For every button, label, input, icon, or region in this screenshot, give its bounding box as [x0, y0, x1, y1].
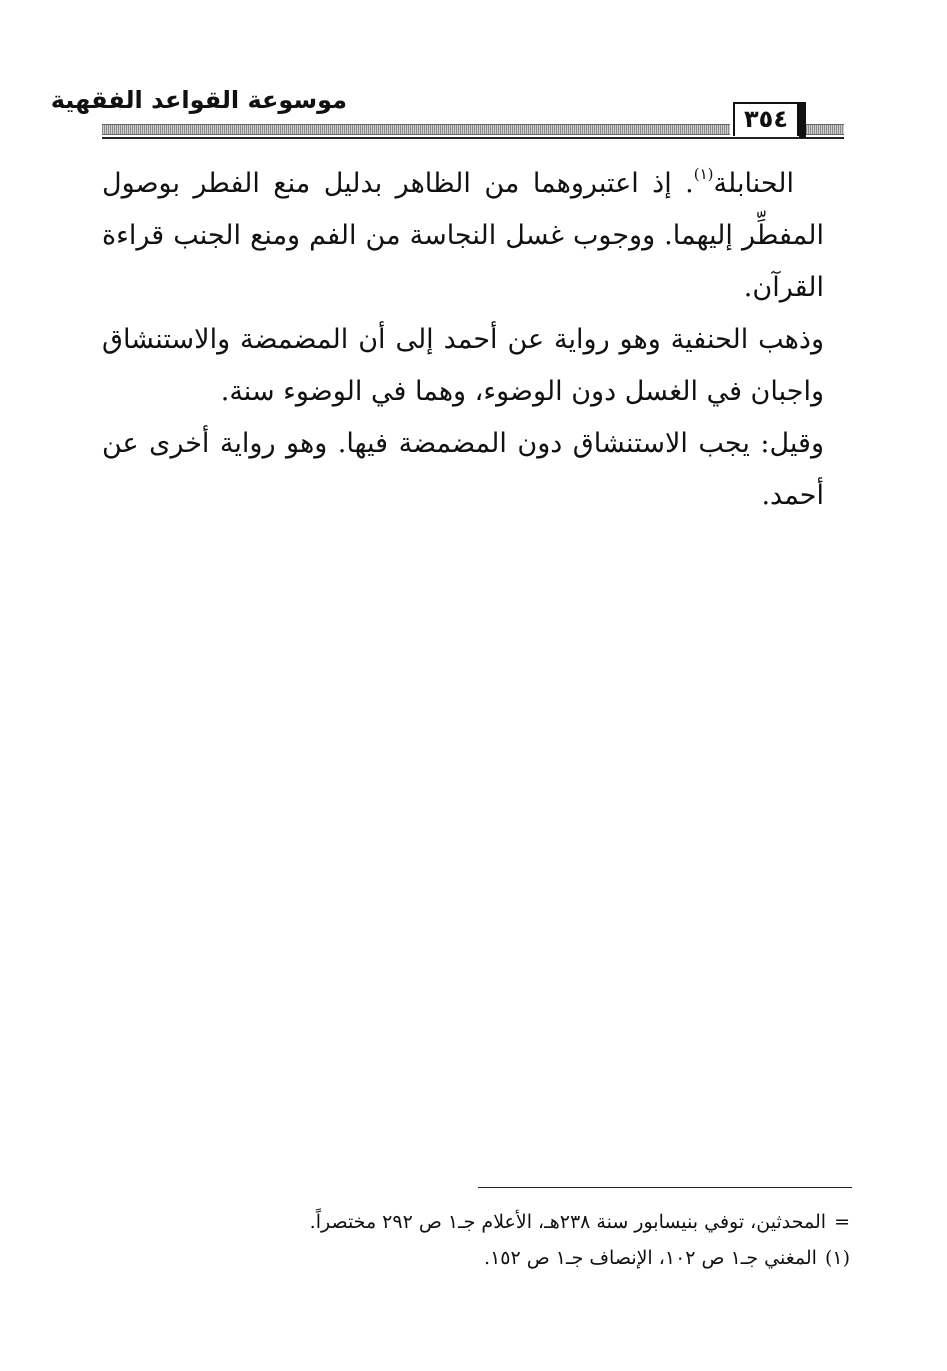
footnote-reference[interactable]: (١) [693, 165, 714, 183]
paragraph: وذهب الحنفية وهو رواية عن أحمد إلى أن المضمضة والاستنشاق واجبان في الغسل دون الوضوء، وهما في الوضوء سنة. [102, 324, 824, 407]
paragraph-text: . إذ اعتبروهما من الظاهر بدليل منع الفطر بوصول المفطِّر إليهما. ووجوب غسل النجاسة من الفم ومنع الجنب قراءة القرآن. [102, 168, 824, 303]
page-number-box [733, 102, 799, 136]
footnote-continuation [250, 1204, 850, 1240]
footnote-separator [478, 1187, 852, 1188]
paragraph: وقيل: يجب الاستنشاق دون المضمضة فيها. وهو رواية أخرى عن أحمد. [102, 428, 824, 511]
footnote-text: المحدثين، توفي بنيسابور سنة ٢٣٨هـ، الأعلام جـ١ ص ٢٩٢ مختصراً. [309, 1211, 827, 1233]
continuation-marker: = [834, 1211, 850, 1233]
footnote-marker: (١) [824, 1247, 850, 1269]
running-header-title: موسوعة القواعد الفقهية [50, 86, 347, 114]
footnote-item [250, 1240, 850, 1276]
footnote-text: المغني جـ١ ص ١٠٢، الإنصاف جـ١ ص ١٥٢. [484, 1247, 817, 1269]
paragraph [102, 158, 824, 314]
header-decorative-rule [102, 124, 730, 135]
footnotes [250, 1204, 850, 1276]
header-decorative-rule-end [806, 124, 844, 135]
paragraph-text: الحنابلة [713, 168, 794, 199]
page-number: ٣٥٤ [744, 105, 788, 133]
main-text [102, 158, 824, 522]
header-divider [102, 137, 844, 139]
page-number-box-bar [799, 102, 806, 138]
